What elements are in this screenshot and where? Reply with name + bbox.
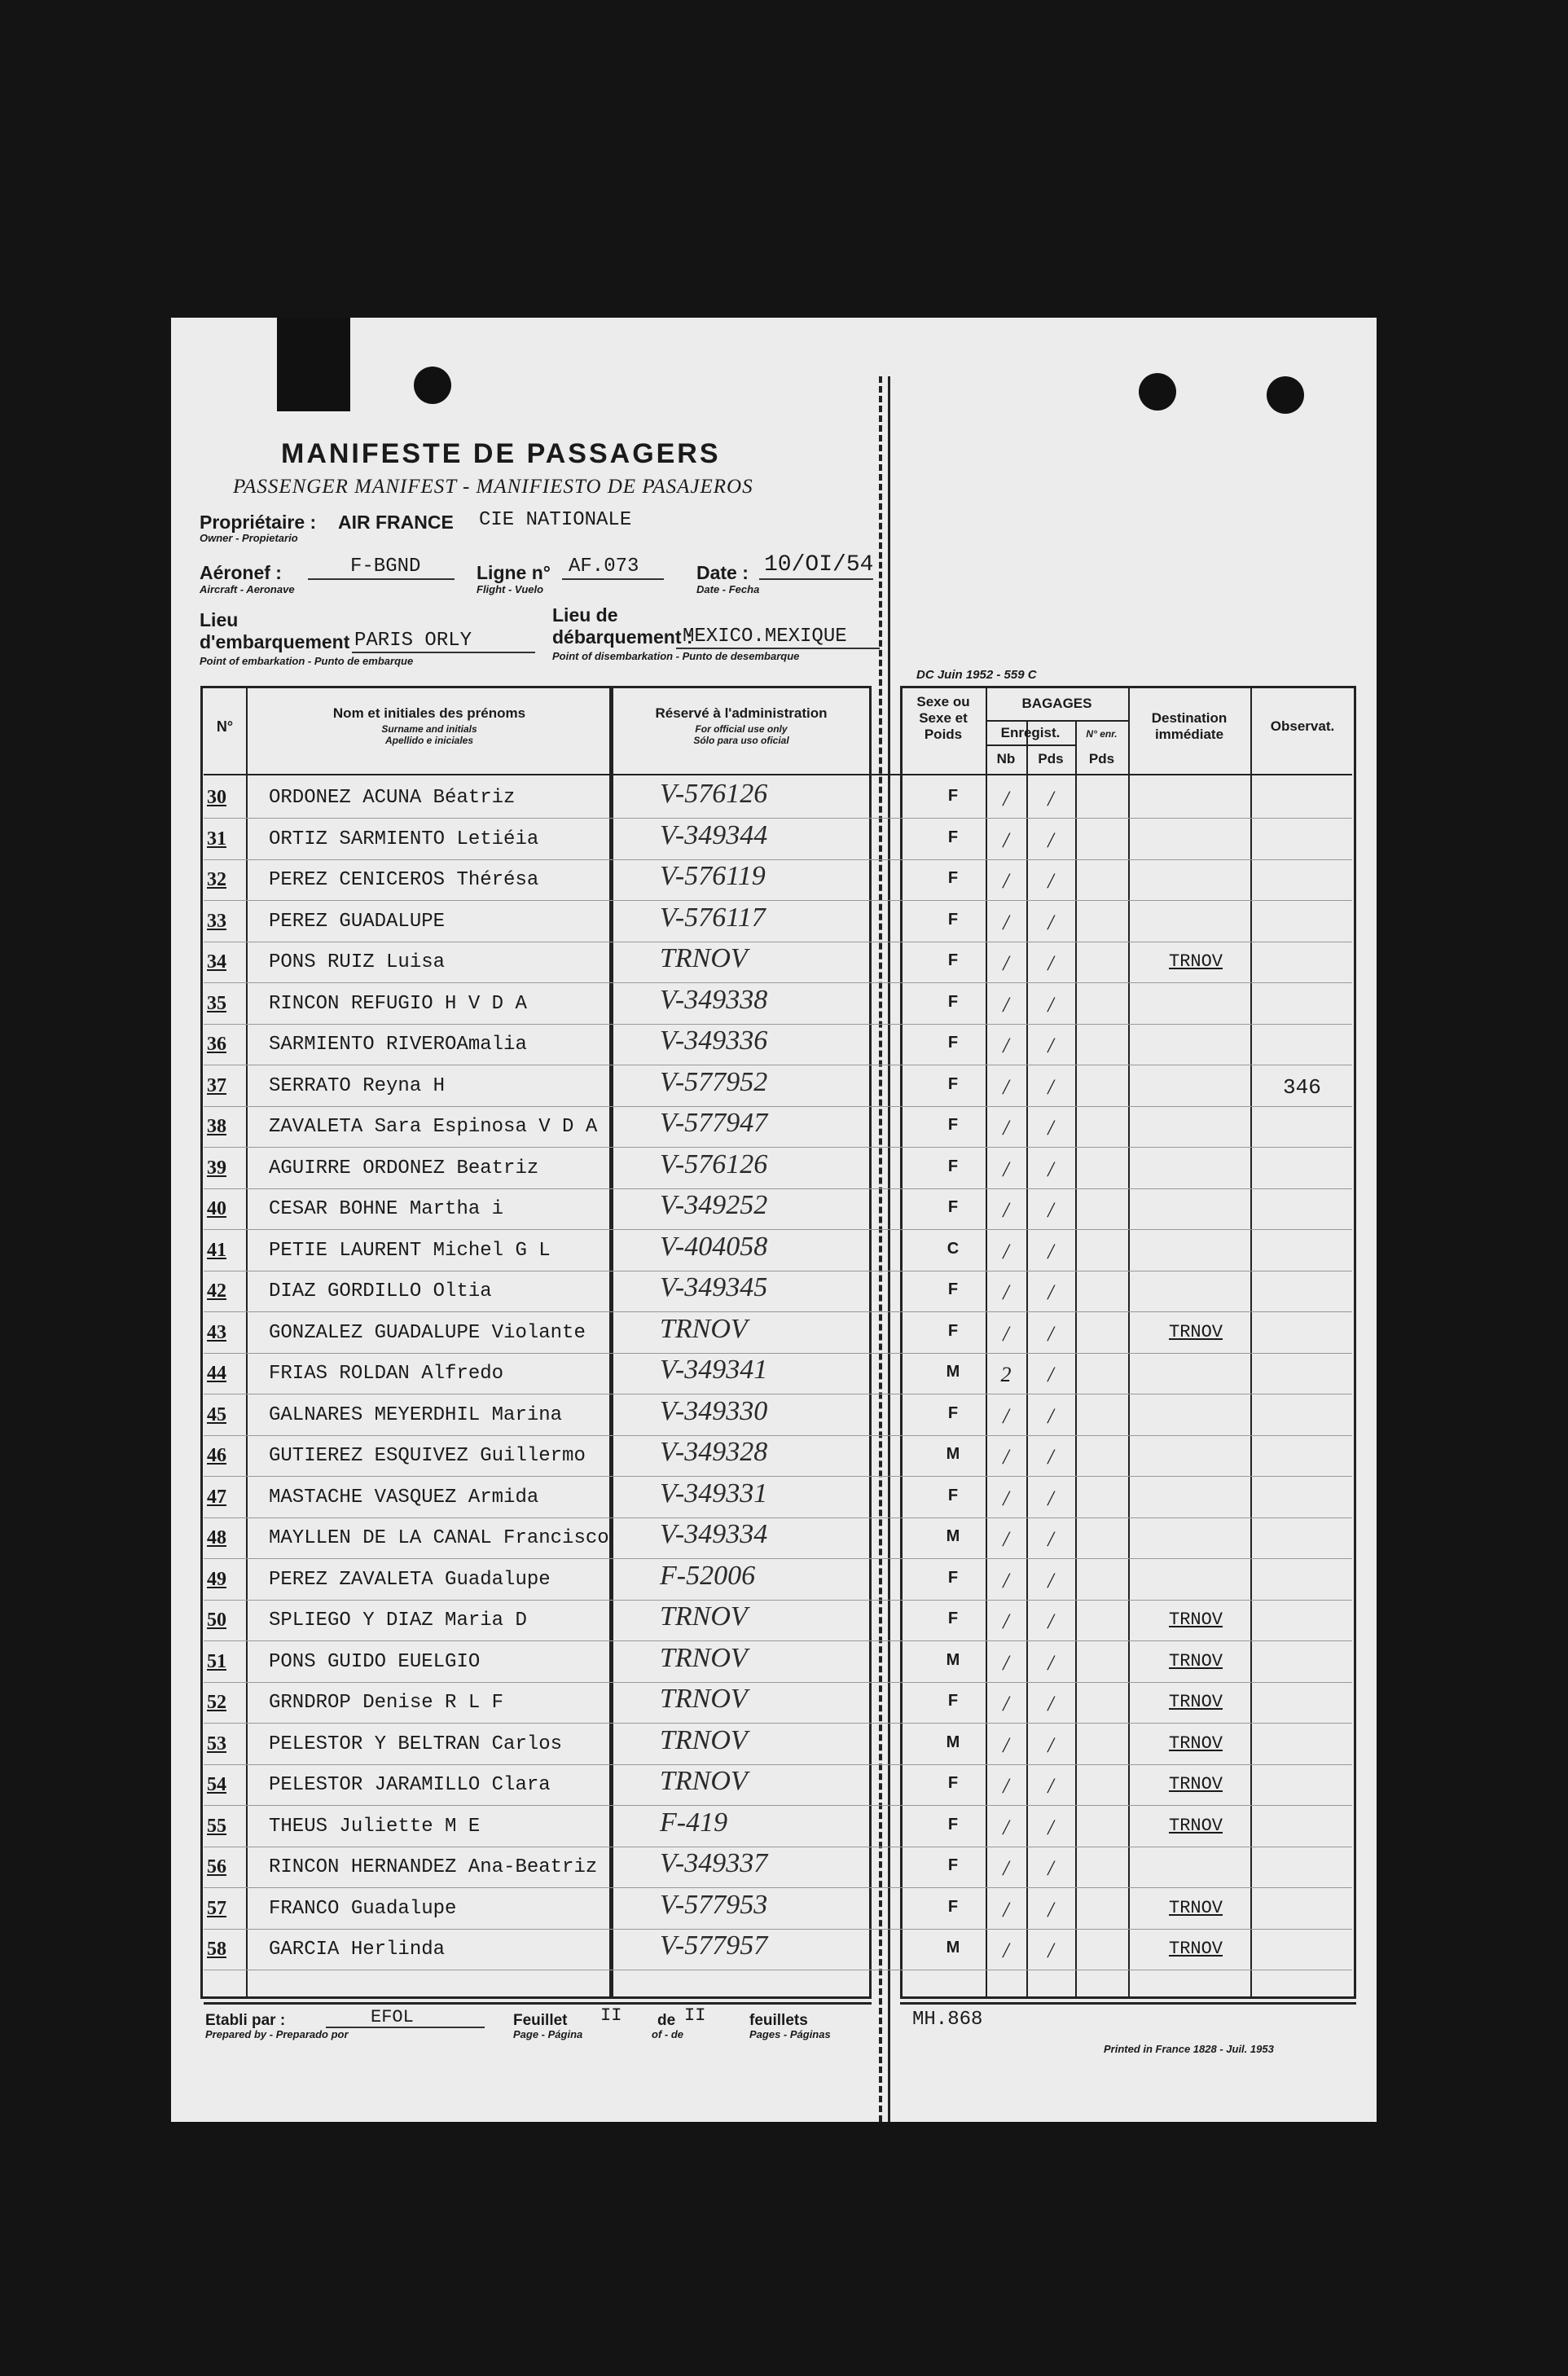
baggage-weight: / xyxy=(1048,1074,1054,1099)
baggage-weight: / xyxy=(1048,951,1054,975)
punch-hole xyxy=(1267,376,1304,414)
observation-cell: 346 xyxy=(1283,1074,1321,1100)
passenger-name: PELESTOR Y BELTRAN Carlos xyxy=(269,1733,563,1755)
baggage-weight: / xyxy=(1048,1321,1054,1346)
flight-label-sub: Flight - Vuelo xyxy=(477,583,544,595)
passenger-name: SERRATO Reyna H xyxy=(269,1074,446,1097)
sex-cell: M xyxy=(946,1939,960,1957)
reservation-mark: V-577953 xyxy=(660,1889,768,1920)
passenger-number: 31 xyxy=(207,828,226,850)
baggage-count: / xyxy=(1003,1939,1009,1962)
printed-note: Printed in France 1828 - Juil. 1953 xyxy=(1104,2043,1274,2055)
sex-cell: F xyxy=(947,1774,959,1792)
baggage-weight: / xyxy=(1048,1157,1054,1181)
reservation-mark: V-576119 xyxy=(660,861,766,891)
baggage-weight: / xyxy=(1048,1856,1054,1880)
passenger-number: 43 xyxy=(207,1321,226,1343)
punch-hole xyxy=(1139,373,1176,411)
flight-value: AF.073 xyxy=(569,556,639,578)
header-name: Nom et initiales des prénoms xyxy=(332,705,526,721)
reservation-mark: V-577952 xyxy=(660,1066,768,1097)
destination-cell: TRNOV xyxy=(1169,1733,1223,1754)
table-row xyxy=(204,1847,1352,1888)
sex-cell: M xyxy=(946,1650,960,1669)
table-row xyxy=(204,983,1352,1025)
reservation-mark: V-349252 xyxy=(660,1190,768,1220)
owner-label: Propriétaire : xyxy=(200,512,317,533)
sex-cell: F xyxy=(947,1280,959,1298)
baggage-count: / xyxy=(1003,1321,1009,1346)
passenger-number: 48 xyxy=(207,1527,226,1548)
sex-cell: F xyxy=(947,1815,959,1834)
baggage-count: / xyxy=(1003,1774,1009,1798)
sex-cell: F xyxy=(947,951,959,969)
reservation-mark: V-576117 xyxy=(660,902,766,933)
passenger-name: GONZALEZ GUADALUPE Violante xyxy=(269,1321,586,1344)
date-label: Date : xyxy=(696,562,749,583)
sheets-label-sub: Pages - Páginas xyxy=(749,2028,831,2040)
header-destination: Destination immédiate xyxy=(1151,710,1228,742)
table-row xyxy=(204,1477,1352,1518)
passenger-number: 53 xyxy=(207,1733,226,1755)
reservation-mark: V-349330 xyxy=(660,1395,768,1426)
baggage-count: / xyxy=(1003,1815,1009,1839)
passenger-name: MAYLLEN DE LA CANAL Francisco xyxy=(269,1527,609,1549)
table-row xyxy=(204,1806,1352,1847)
baggage-count: / xyxy=(1003,787,1009,810)
baggage-weight: / xyxy=(1048,1897,1054,1921)
destination-cell: TRNOV xyxy=(1169,951,1223,972)
sex-cell: F xyxy=(947,1692,959,1710)
prepared-value: EFOL xyxy=(371,2007,414,2027)
passenger-number: 36 xyxy=(207,1034,226,1055)
prepared-label-sub: Prepared by - Preparado por xyxy=(205,2028,349,2040)
passenger-name: RINCON REFUGIO H V D A xyxy=(269,992,527,1015)
header-baggage: BAGAGES xyxy=(1021,696,1092,711)
page-title: MANIFESTE DE PASSAGERS xyxy=(281,438,721,469)
passenger-number: 33 xyxy=(207,910,226,932)
passenger-name: PELESTOR JARAMILLO Clara xyxy=(269,1774,551,1796)
sex-cell: C xyxy=(947,1239,960,1258)
sheets-label: feuillets xyxy=(749,2012,808,2029)
torn-corner xyxy=(277,318,350,411)
sex-cell: F xyxy=(947,1116,959,1134)
baggage-weight: / xyxy=(1048,1650,1054,1675)
reservation-mark: TRNOV xyxy=(660,1766,748,1796)
baggage-count: / xyxy=(1003,1692,1009,1715)
baggage-weight: / xyxy=(1048,992,1054,1017)
table-row xyxy=(204,1065,1352,1107)
owner-value: AIR FRANCE xyxy=(338,512,454,533)
of-value: II xyxy=(684,2005,706,2026)
table-row xyxy=(204,859,1352,901)
passenger-number: 47 xyxy=(207,1486,226,1508)
table-row xyxy=(204,1641,1352,1683)
embark-label-1: Lieu xyxy=(200,609,239,630)
baggage-count: 2 xyxy=(1000,1363,1012,1386)
passenger-number: 37 xyxy=(207,1074,226,1096)
table-row xyxy=(204,1271,1352,1312)
passenger-name: FRIAS ROLDAN Alfredo xyxy=(269,1363,504,1385)
passenger-name: CESAR BOHNE Martha i xyxy=(269,1198,504,1220)
header-reserved-sub2: Sólo para uso oficial xyxy=(693,735,789,746)
punch-hole xyxy=(414,367,451,404)
destination-cell: TRNOV xyxy=(1169,1321,1223,1342)
table-row xyxy=(204,1600,1352,1641)
baggage-weight: / xyxy=(1048,1116,1054,1140)
header-name-sub1: Surname and initials xyxy=(381,723,477,735)
baggage-count: / xyxy=(1003,869,1009,893)
baggage-weight: / xyxy=(1048,1815,1054,1839)
passenger-table xyxy=(204,686,1352,1989)
header-reserved-sub1: For official use only xyxy=(695,723,788,735)
baggage-count: / xyxy=(1003,992,1009,1017)
passenger-name: SPLIEGO Y DIAZ Maria D xyxy=(269,1610,527,1632)
passenger-name: GRNDROP Denise R L F xyxy=(269,1692,504,1714)
passenger-number: 56 xyxy=(207,1856,226,1878)
baggage-count: / xyxy=(1003,1116,1009,1140)
table-row xyxy=(204,1559,1352,1601)
passenger-name: THEUS Juliette M E xyxy=(269,1815,481,1838)
baggage-count: / xyxy=(1003,1856,1009,1880)
passenger-name: PETIE LAURENT Michel G L xyxy=(269,1239,551,1262)
passenger-name: SARMIENTO RIVEROAmalia xyxy=(269,1034,527,1056)
passenger-name: MASTACHE VASQUEZ Armida xyxy=(269,1486,539,1509)
reservation-mark: V-349336 xyxy=(660,1026,768,1056)
reservation-mark: TRNOV xyxy=(660,1313,748,1344)
passenger-name: PEREZ ZAVALETA Guadalupe xyxy=(269,1568,551,1591)
baggage-weight: / xyxy=(1048,1403,1054,1428)
passenger-name: PONS RUIZ Luisa xyxy=(269,951,446,973)
baggage-weight: / xyxy=(1048,1692,1054,1715)
reservation-mark: TRNOV xyxy=(660,1724,748,1755)
reservation-mark: V-349341 xyxy=(660,1355,768,1385)
sex-cell: F xyxy=(947,1856,959,1874)
aircraft-label-sub: Aircraft - Aeronave xyxy=(200,583,295,595)
reservation-mark: V-576126 xyxy=(660,1148,768,1179)
of-label: de xyxy=(657,2012,676,2029)
baggage-count: / xyxy=(1003,1403,1009,1428)
owner-label-sub: Owner - Propietario xyxy=(200,532,298,544)
reservation-mark: V-349344 xyxy=(660,819,768,850)
embark-value: PARIS ORLY xyxy=(354,630,472,652)
embark-label-sub: Point of embarkation - Punto de embarque xyxy=(200,655,414,667)
baggage-weight: / xyxy=(1048,1568,1054,1592)
baggage-weight: / xyxy=(1048,910,1054,934)
baggage-count: / xyxy=(1003,1034,1009,1057)
sex-cell: F xyxy=(947,1157,959,1175)
passenger-number: 55 xyxy=(207,1815,226,1837)
date-value: 10/OI/54 xyxy=(764,552,874,578)
baggage-count: / xyxy=(1003,1568,1009,1592)
table-row xyxy=(204,1764,1352,1806)
passenger-number: 41 xyxy=(207,1239,226,1261)
table-row xyxy=(204,901,1352,942)
table-row xyxy=(204,1353,1352,1394)
form-reference: DC Juin 1952 - 559 C xyxy=(916,668,1037,682)
baggage-weight: / xyxy=(1048,1774,1054,1798)
sex-cell: F xyxy=(947,1568,959,1587)
baggage-weight: / xyxy=(1048,1733,1054,1757)
baggage-weight: / xyxy=(1048,869,1054,893)
table-row xyxy=(204,1188,1352,1230)
header-name-sub2: Apellido e iniciales xyxy=(384,735,474,746)
reservation-mark: V-349334 xyxy=(660,1519,768,1549)
baggage-count: / xyxy=(1003,1239,1009,1263)
disembark-label-sub: Point of disembarkation - Punto de desembarque xyxy=(552,650,800,662)
sex-cell: F xyxy=(947,787,959,805)
passenger-name: PONS GUIDO EUELGIO xyxy=(269,1650,481,1673)
embark-label-2: d'embarquement xyxy=(200,631,350,652)
passenger-name: ZAVALETA Sara Espinosa V D A xyxy=(269,1116,598,1138)
table-row xyxy=(204,942,1352,983)
passenger-number: 34 xyxy=(207,951,226,973)
table-row xyxy=(204,1435,1352,1477)
of-label-sub: of - de xyxy=(652,2028,683,2040)
table-row xyxy=(204,777,1352,819)
baggage-count: / xyxy=(1003,951,1009,975)
baggage-weight: / xyxy=(1048,1445,1054,1469)
baggage-count: / xyxy=(1003,1733,1009,1757)
header-observ: Observat. xyxy=(1270,718,1335,734)
header-sex: Sexe ou Sexe et Poids xyxy=(916,694,970,742)
destination-cell: TRNOV xyxy=(1169,1650,1223,1671)
owner-extra: CIE NATIONALE xyxy=(479,509,632,531)
reservation-mark: TRNOV xyxy=(660,1684,748,1714)
baggage-weight: / xyxy=(1048,1198,1054,1222)
manifest-ref: MH.868 xyxy=(912,2009,983,2031)
passenger-name: PEREZ CENICEROS Thérésa xyxy=(269,869,539,891)
passenger-number: 51 xyxy=(207,1650,226,1672)
sex-cell: M xyxy=(946,1363,960,1381)
passenger-number: 40 xyxy=(207,1198,226,1219)
reservation-mark: TRNOV xyxy=(660,1642,748,1673)
destination-cell: TRNOV xyxy=(1169,1774,1223,1794)
table-row xyxy=(204,1312,1352,1354)
reservation-mark: V-577947 xyxy=(660,1108,768,1138)
baggage-count: / xyxy=(1003,828,1009,852)
flight-label: Ligne n° xyxy=(477,562,551,583)
reservation-mark: V-404058 xyxy=(660,1231,768,1262)
reservation-mark: V-577957 xyxy=(660,1930,768,1961)
baggage-weight: / xyxy=(1048,1486,1054,1510)
reservation-mark: V-349345 xyxy=(660,1272,768,1302)
sheet-label: Feuillet xyxy=(513,2012,568,2029)
passenger-name: PEREZ GUADALUPE xyxy=(269,910,446,933)
table-row xyxy=(204,1106,1352,1148)
table-row xyxy=(204,819,1352,860)
aircraft-value: F-BGND xyxy=(350,556,421,578)
passenger-name: GALNARES MEYERDHIL Marina xyxy=(269,1403,563,1426)
reservation-mark: F-419 xyxy=(660,1807,728,1838)
baggage-count: / xyxy=(1003,1198,1009,1222)
sex-cell: F xyxy=(947,1074,959,1093)
sex-cell: F xyxy=(947,1610,959,1627)
header-registered: Enregist. xyxy=(1000,725,1061,740)
passenger-name: GARCIA Herlinda xyxy=(269,1939,446,1961)
baggage-count: / xyxy=(1003,1074,1009,1099)
table-row xyxy=(204,1888,1352,1930)
passenger-name: FRANCO Guadalupe xyxy=(269,1897,457,1920)
header-nb: Nb xyxy=(996,751,1016,766)
destination-cell: TRNOV xyxy=(1169,1815,1223,1836)
passenger-name: ORTIZ SARMIENTO Letiéia xyxy=(269,828,539,850)
passenger-number: 39 xyxy=(207,1157,226,1179)
passenger-number: 35 xyxy=(207,992,226,1014)
sex-cell: F xyxy=(947,1034,959,1052)
sex-cell: F xyxy=(947,910,959,929)
baggage-weight: / xyxy=(1048,1239,1054,1263)
baggage-count: / xyxy=(1003,1280,1009,1304)
reservation-mark: TRNOV xyxy=(660,1601,748,1632)
passenger-number: 49 xyxy=(207,1568,226,1590)
baggage-count: / xyxy=(1003,910,1009,934)
reservation-mark: TRNOV xyxy=(660,943,748,973)
sex-cell: F xyxy=(947,1198,959,1216)
sex-cell: F xyxy=(947,869,959,887)
reservation-mark: V-349331 xyxy=(660,1478,768,1509)
table-row xyxy=(204,1024,1352,1065)
passenger-name: RINCON HERNANDEZ Ana-Beatriz xyxy=(269,1856,598,1878)
passenger-number: 30 xyxy=(207,787,226,808)
baggage-weight: / xyxy=(1048,1610,1054,1633)
baggage-count: / xyxy=(1003,1610,1009,1633)
passenger-number: 54 xyxy=(207,1774,226,1795)
date-label-sub: Date - Fecha xyxy=(696,583,760,595)
reservation-mark: F-52006 xyxy=(660,1560,756,1591)
baggage-weight: / xyxy=(1048,1939,1054,1962)
passenger-name: DIAZ GORDILLO Oltia xyxy=(269,1280,492,1302)
destination-cell: TRNOV xyxy=(1169,1610,1223,1630)
disembark-value: MEXICO.MEXIQUE xyxy=(683,626,847,648)
passenger-number: 38 xyxy=(207,1116,226,1137)
sex-cell: F xyxy=(947,992,959,1011)
baggage-weight: / xyxy=(1048,1280,1054,1304)
baggage-count: / xyxy=(1003,1157,1009,1181)
sex-cell: F xyxy=(947,1897,959,1916)
table-row xyxy=(204,1148,1352,1189)
sex-cell: F xyxy=(947,1486,959,1504)
passenger-number: 32 xyxy=(207,869,226,890)
passenger-name: GUTIEREZ ESQUIVEZ Guillermo xyxy=(269,1445,586,1467)
sheet-value: II xyxy=(600,2005,622,2026)
table-row xyxy=(204,1682,1352,1724)
sex-cell: M xyxy=(946,1733,960,1751)
baggage-count: / xyxy=(1003,1650,1009,1675)
disembark-label-1: Lieu de xyxy=(552,604,618,626)
destination-cell: TRNOV xyxy=(1169,1897,1223,1918)
header-no: N° xyxy=(216,718,234,735)
reservation-mark: V-349328 xyxy=(660,1437,768,1467)
passenger-name: AGUIRRE ORDONEZ Beatriz xyxy=(269,1157,539,1179)
sex-cell: F xyxy=(947,1321,959,1340)
passenger-number: 57 xyxy=(207,1897,226,1919)
baggage-count: / xyxy=(1003,1527,1009,1551)
passenger-number: 50 xyxy=(207,1610,226,1631)
passenger-name: ORDONEZ ACUNA Béatriz xyxy=(269,787,516,809)
destination-cell: TRNOV xyxy=(1169,1939,1223,1959)
header-n-enr: N° enr. xyxy=(1086,728,1118,740)
sex-cell: M xyxy=(946,1445,960,1463)
manifest-sheet xyxy=(171,318,1377,2122)
sex-cell: F xyxy=(947,1403,959,1422)
destination-cell: TRNOV xyxy=(1169,1692,1223,1712)
page-subtitle: PASSENGER MANIFEST - MANIFIESTO DE PASAJEROS xyxy=(233,476,753,498)
baggage-weight: / xyxy=(1048,1034,1054,1057)
reservation-mark: V-349337 xyxy=(660,1848,768,1878)
disembark-label-2: débarquement : xyxy=(552,626,693,648)
passenger-number: 46 xyxy=(207,1445,226,1466)
table-row xyxy=(204,1394,1352,1436)
sex-cell: M xyxy=(946,1527,960,1545)
sex-cell: F xyxy=(947,828,959,846)
passenger-number: 45 xyxy=(207,1403,226,1425)
prepared-label: Etabli par : xyxy=(205,2012,286,2029)
baggage-count: / xyxy=(1003,1445,1009,1469)
reservation-mark: V-576126 xyxy=(660,779,768,809)
header-reserved: Réservé à l'administration xyxy=(655,705,828,721)
sheet-label-sub: Page - Página xyxy=(513,2028,583,2040)
baggage-count: / xyxy=(1003,1486,1009,1510)
baggage-count: / xyxy=(1003,1897,1009,1921)
passenger-number: 42 xyxy=(207,1280,226,1302)
table-row xyxy=(204,1230,1352,1271)
header-pds: Pds xyxy=(1038,751,1064,766)
table-row xyxy=(204,1724,1352,1765)
table-row xyxy=(204,1929,1352,1970)
passenger-number: 52 xyxy=(207,1692,226,1713)
baggage-weight: / xyxy=(1048,1363,1054,1386)
baggage-weight: / xyxy=(1048,787,1054,810)
passenger-number: 58 xyxy=(207,1939,226,1960)
aircraft-label: Aéronef : xyxy=(200,562,282,583)
baggage-weight: / xyxy=(1048,828,1054,852)
reservation-mark: V-349338 xyxy=(660,984,768,1015)
passenger-number: 44 xyxy=(207,1363,226,1384)
header-pds2: Pds xyxy=(1088,751,1115,766)
baggage-weight: / xyxy=(1048,1527,1054,1551)
table-row xyxy=(204,1517,1352,1559)
